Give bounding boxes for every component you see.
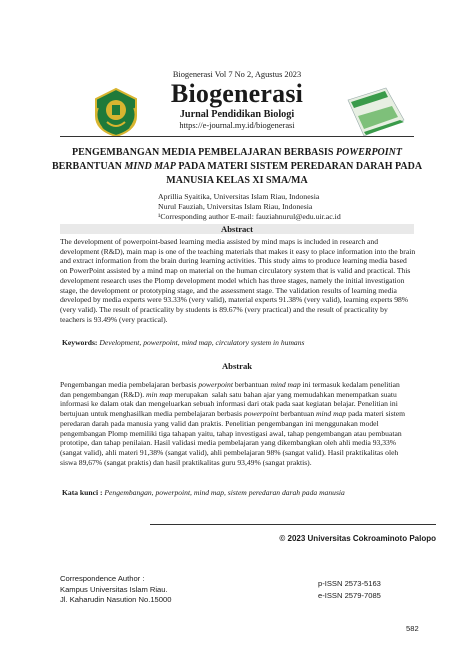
issn-block (318, 578, 381, 602)
author-1: Aprillia Syaitika, Universitas Islam Riau, Indonesia (158, 192, 320, 201)
page-number: 582 (406, 624, 419, 633)
paper-title-line-1: PENGEMBANGAN MEDIA PEMBELAJARAN BERBASIS POWERPOINT (71, 147, 403, 158)
correspondence-campus: Kampus Universitas Islam Riau. (60, 584, 168, 594)
p-issn: p-ISSN 2573-5163 (318, 579, 381, 588)
abstract-line: development research uses the Plomp development model which has three stages, namely the initial investigation (60, 275, 405, 285)
abstrak-line: (sangat valid), ahli materi 91,38% (sangat valid), ahli pembelajaran 98% (sangat valid). Hasil praktikalitas oleh (60, 447, 399, 457)
corresponding-author: ¹Corresponding author E-mail: fauziahnurul@edu.uir.ac.id (158, 212, 341, 221)
author-list (158, 192, 438, 222)
abstrak-line: informasi ke dalam otak dan mengeluarkan sebuah informasi dari otak pada saat kegiatan belajar. Penelitian ini (60, 399, 398, 409)
abstrak-line: peredaran darah pada manusia yang valid dan praktis. Penelitian pengembangan ini menggunakan model (60, 418, 379, 428)
abstrak-line: siswa 89,67% (sangat praktis) dan hasil praktikalitas guru 93,49% (sangat praktis). (60, 457, 312, 467)
abstract-line: (very valid). The result of practicality by students is 89.67% (very practical) and the result of practicality by (60, 304, 388, 314)
footer-divider (150, 524, 436, 525)
abstract-line: teachers is 93.49% (very practical). (60, 314, 168, 324)
author-2: Nurul Fauziah, Universitas Islam Riau, Indonesia (158, 202, 313, 211)
copyright-notice: © 2023 Universitas Cokroaminoto Palopo (279, 534, 436, 543)
title-italic-mindmap: MIND MAP (124, 161, 176, 172)
abstrak-line: pengembangan Plomp memiliki tiga tahapan yaitu, tahap investigasi awal, tahap pengembangan atau pembuatan (60, 428, 402, 438)
kata-kunci (62, 488, 422, 498)
e-issn: e-ISSN 2579-7085 (318, 591, 381, 600)
abstrak-heading: Abstrak (221, 361, 253, 371)
journal-subtitle: Jurnal Pendidikan Biologi (179, 109, 295, 120)
title-italic-powerpoint: POWERPOINT (335, 147, 403, 158)
correspondence-block (60, 574, 171, 606)
abstract-body (60, 237, 414, 324)
keywords (62, 338, 422, 348)
abstract-heading: Abstract (60, 224, 414, 234)
abstract-line: development (R&D), main map is one of the teaching materials that makes it easy to place information into the brain (60, 246, 416, 256)
abstrak-line: prototipe, dan tahap penilaian. Hasil validasi media pembelajaran yang dikembangkan oleh ahli media 93,33% (60, 438, 397, 448)
journal-name: Biogenerasi (170, 79, 304, 108)
correspondence-address: Jl. Kaharudin Nasution No.15000 (60, 595, 172, 605)
abstrak-line: bertujuan untuk menghasilkan media pembelajaran berbasis powerpoint berbantuan mind map pada materi sistem (60, 409, 406, 419)
keywords-text: Development, powerpoint, mind map, circulatory system in humans (99, 338, 305, 347)
correspondence-label: Correspondence Author : (60, 574, 145, 583)
abstrak-line: Pengembangan media pembelajaran berbasis powerpoint berbantuan mind map ini termasuk kedalam penelitian (60, 380, 400, 389)
keywords-label: Keywords: (62, 338, 98, 347)
journal-volume-line: Biogenerasi Vol 7 No 2, Agustus 2023 (172, 70, 302, 79)
header-divider (60, 136, 414, 137)
abstract-line: on PowerPoint assisted by a mind map on material on the human circulatory system that is valid and practical. This (60, 266, 411, 276)
abstract-line: stage, the development or prototyping stage, and the assessment stage. The validation results of learning media (60, 285, 397, 295)
abstrak-body (60, 380, 414, 467)
abstract-line: The development of powerpoint-based learning media assisted by mind maps is included in research and (60, 237, 379, 246)
abstract-line: and extract information from the brain during learning activities. This study aims to produce learning media based (60, 256, 407, 266)
kata-kunci-label: Kata kunci : (62, 488, 103, 497)
kata-kunci-text: Pengembangan, powerpoint, mind map, sistem peredaran darah pada manusia (104, 488, 345, 497)
abstrak-line: dan pengembangan (R&D). min map merupakan salah satu bahan ajar yang memudahkan menempatkan suatu (60, 389, 397, 399)
paper-title-line-2: BERBANTUAN MIND MAP PADA MATERI SISTEM PEREDARAN DARAH PADA (52, 161, 423, 172)
journal-url-link[interactable]: https://e-journal.my.id/biogenerasi (179, 121, 295, 130)
paper-title (52, 146, 422, 188)
abstract-line: developed by media experts were 93.33% (very valid), material experts 91.38% (very valid), learning experts 98% (60, 295, 409, 305)
paper-title-line-3: MANUSIA KELAS XI SMA/MA (166, 175, 308, 186)
